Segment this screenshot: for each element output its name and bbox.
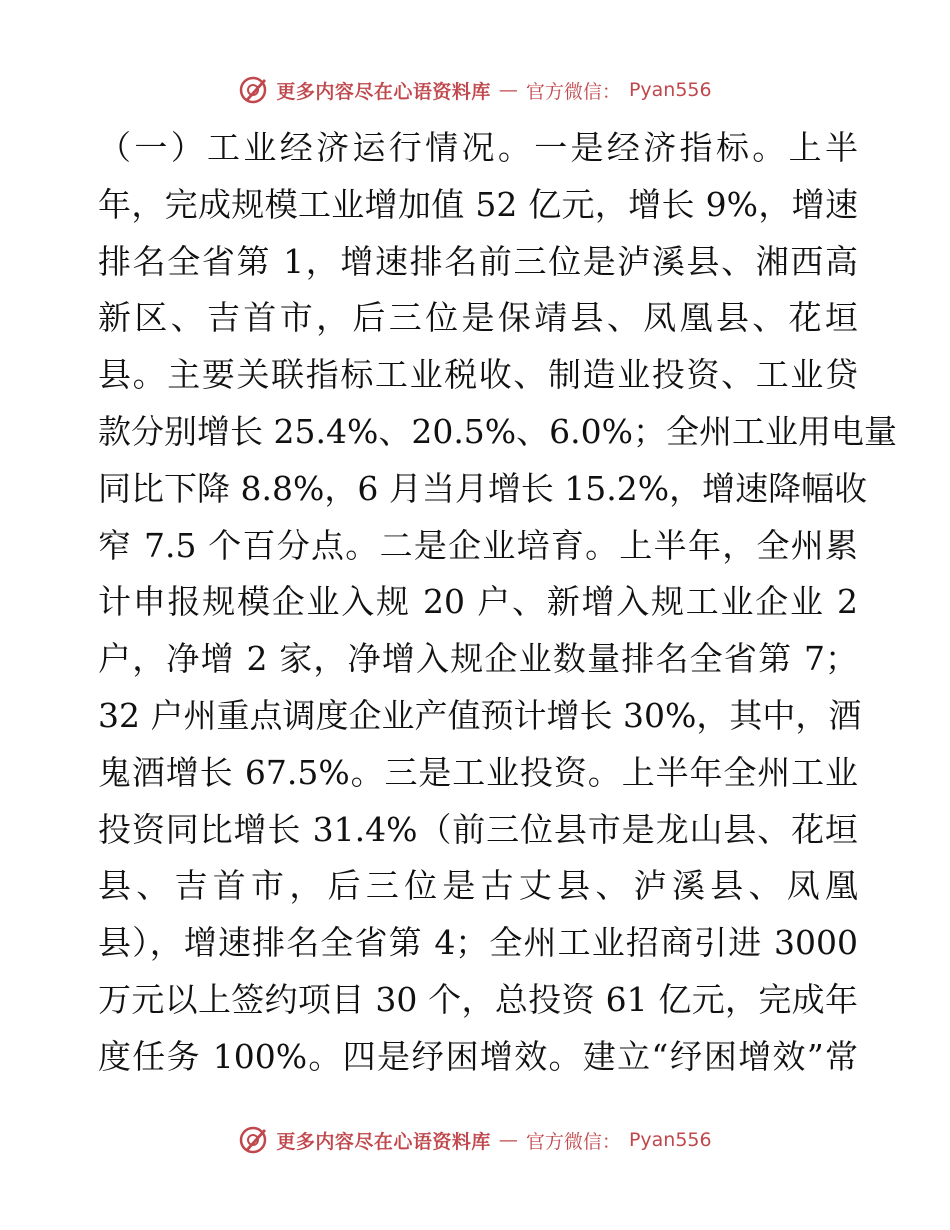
watermark-brand-text: 更多内容尽在心语资料库 <box>276 1130 491 1153</box>
text-line: 县），增速排名全省第 4；全州工业招商引进 3000 <box>98 923 858 963</box>
text-line: 窄 7.5 个百分点。二是企业培育。上半年，全州累 <box>98 525 858 565</box>
text-line: 计申报规模企业入规 20 户、新增入规工业企业 2 <box>98 582 858 622</box>
watermark-wechat-id: Pyan556 <box>628 79 712 101</box>
pen-logo-icon <box>238 1125 268 1155</box>
text-line: 款分别增长 25.4%、20.5%、6.0%；全州工业用电量 <box>98 411 897 451</box>
text-line: 户，净增 2 家，净增入规企业数量排名全省第 7； <box>98 639 858 679</box>
watermark-dash: — <box>498 79 518 101</box>
text-line: 鬼酒增长 67.5%。三是工业投资。上半年全州工业 <box>98 752 858 792</box>
text-line: 县。主要关联指标工业税收、制造业投资、工业贷 <box>98 355 858 395</box>
watermark-label: 官方微信： <box>525 80 621 103</box>
document-body <box>98 120 897 1086</box>
footer-watermark <box>0 1120 950 1160</box>
text-line: 万元以上签约项目 30 个，总投资 61 亿元，完成年 <box>98 979 858 1019</box>
text-line: 排名全省第 1，增速排名前三位是泸溪县、湘西高 <box>98 241 858 281</box>
text-line: （一）工业经济运行情况。一是经济指标。上半 <box>98 128 858 167</box>
text-line: 县、吉首市，后三位是古丈县、泸溪县、凤凰 <box>98 866 858 906</box>
watermark-wechat-id: Pyan556 <box>628 1129 712 1151</box>
watermark-brand-text: 更多内容尽在心语资料库 <box>276 80 491 103</box>
text-line: 度任务 100%。四是纾困增效。建立“纾困增效”常 <box>98 1036 858 1076</box>
watermark-dash: — <box>498 1129 518 1151</box>
text-line: 年，完成规模工业增加值 52 亿元，增长 9%，增速 <box>98 184 858 224</box>
text-line: 新区、吉首市，后三位是保靖县、凤凰县、花垣 <box>98 298 858 338</box>
text-line: 投资同比增长 31.4%（前三位县市是龙山县、花垣 <box>98 809 858 849</box>
header-watermark <box>0 70 950 110</box>
pen-logo-icon <box>238 75 268 105</box>
text-line: 32 户州重点调度企业产值预计增长 30%，其中，酒 <box>98 695 862 735</box>
watermark-label: 官方微信： <box>525 1130 621 1153</box>
text-line: 同比下降 8.8%，6 月当月增长 15.2%，增速降幅收 <box>98 468 868 508</box>
